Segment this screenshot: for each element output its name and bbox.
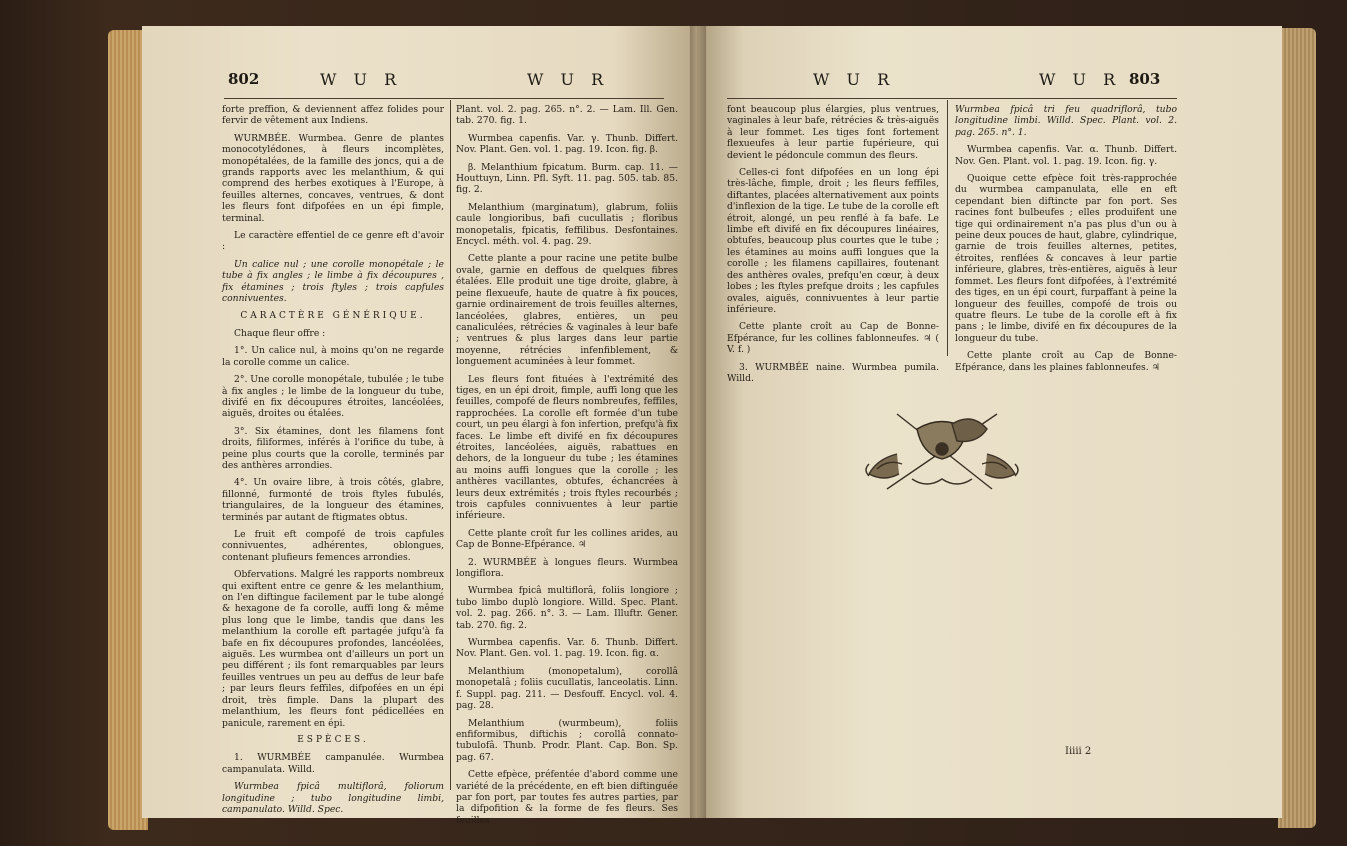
header-rule-right bbox=[727, 98, 1177, 99]
paragraph: Un calice nul ; une corolle monopétale ; le tube à fix angles ; le limbe à fix découpures , fix étamines ; trois ftyles ; trois capfules connivuentes. bbox=[222, 258, 444, 305]
paragraph: Wurmbea capenfis. Var. α. Thunb. Differt. Nov. Gen. Plant. vol. 1. pag. 19. Icon. fig. γ. bbox=[955, 144, 1177, 167]
page-number-right: 803 bbox=[1129, 70, 1161, 88]
paragraph: font beaucoup plus élargies, plus ventrues, vaginales à leur bafe, rétrécies & très-aiguës à leur fommet. Les tiges font fortement flexueufes à leur partie fupérieure, qui devient le pédoncule commun des fleurs. bbox=[727, 104, 939, 161]
running-head-right-1: W U R bbox=[813, 70, 896, 89]
paragraph: Wurmbea fpicâ multiflorâ, foliis longiore ; tubo limbo duplò longiore. Willd. Spec. Plant. vol. 2. pag. 266. n°. 3. — Lam. Illuftr. Gener. tab. 270. fig. 2. bbox=[456, 585, 678, 631]
paragraph: Melanthium (monopetalum), corollâ monopetalâ ; foliis cucullatis, lanceolatis. Linn. f. Suppl. pag. 211. — Desfouff. Encycl. vol. 4. pag. 28. bbox=[456, 665, 678, 712]
paragraph: Cette plante croît au Cap de Bonne-Efpérance, fur les collines fablonneufes. ♃ ( V. f. ) bbox=[727, 321, 939, 356]
paragraph: 1°. Un calice nul, à moins qu'on ne regarde la corolle comme un calice. bbox=[222, 345, 444, 368]
paragraph: 3°. Six étamines, dont les filamens font droits, filiformes, inférés à l'orifice du tube, à peine plus courts que la corolle, terminés par des anthères arrondies. bbox=[222, 425, 444, 471]
paragraph: Celles-ci font difpofées en un long épi très-lâche, fimple, droit ; les fleurs feffiles, diftantes, placées alternativement aux points d'inflexion de la tige. Le tube de la corolle eft étroit, alongé, un peu renflé à fa bafe. Le limbe eft divifé en fix découpures linéaires, obtufes, beaucoup plus courtes que le tube ; les étamines au moins auffi longues que la corolle ; les filamens capillaires, foutenant des anthères ovales, prefqu'en cœur, à deux lobes ; les ftyles prefque droits ; les capfules ovales, aiguës, connivuentes à leur partie inférieure. bbox=[727, 167, 939, 315]
paragraph: Le caractère effentiel de ce genre eft d'avoir : bbox=[222, 230, 444, 253]
column-divider-right bbox=[947, 100, 948, 356]
page-number-left: 802 bbox=[228, 70, 260, 88]
section-heading: CARACTÈRE GÉNÉRIQUE. bbox=[240, 310, 426, 321]
paragraph: Cette efpèce, préfentée d'abord comme une variété de la précédente, en eft bien diftinguée par fon port, par toutes fes autres parties, par la difpofition & la forme de fes fleurs. Ses feuilles bbox=[456, 769, 678, 826]
right-page-column-2 bbox=[955, 104, 1177, 379]
paragraph: Cette plante croît fur les collines arides, au Cap de Bonne-Efpérance. ♃ bbox=[456, 527, 678, 551]
paragraph: β. Melanthium fpicatum. Burm. cap. 11. — Houttuyn, Linn. Pfl. Syft. 11. pag. 505. tab. 85. fig. 2. bbox=[456, 161, 678, 196]
paragraph: Wurmbea fpicâ tri feu quadriflorâ, tubo longitudine limbi. Willd. Spec. Plant. vol. 2. pag. 265. n°. 1. bbox=[955, 104, 1177, 138]
paragraph: Plant. vol. 2. pag. 265. n°. 2. — Lam. Ill. Gen. tab. 270. fig. 1. bbox=[456, 104, 678, 127]
running-head-left-1: W U R bbox=[320, 70, 403, 89]
paragraph: 4°. Un ovaire libre, à trois côtés, glabre, fillonné, furmonté de trois ftyles fubulés, triangulaires, de la longueur des étamines, terminés par autant de ftigmates obtus. bbox=[222, 477, 444, 523]
paragraph: Cette plante croît au Cap de Bonne-Efpérance, dans les plaines fablonneufes. ♃ bbox=[955, 350, 1177, 373]
paragraph: Melanthium (marginatum), glabrum, foliis caule longioribus, bafi cucullatis ; floribus monopetalis, fpicatis, feffilibus. Desfontaines. Encycl. méth. vol. 4. pag. 29. bbox=[456, 201, 678, 248]
left-page-column-2 bbox=[456, 104, 678, 832]
paragraph: Wurmbea fpicâ multiflorâ, foliorum longitudine ; tubo longitudine limbi, campanulato. Willd. Spec. bbox=[222, 781, 444, 815]
paragraph: Le fruit eft compofé de trois capfules connivuentes, adhérentes, oblongues, contenant plufieurs femences arrondies. bbox=[222, 529, 444, 563]
right-page bbox=[697, 26, 1282, 818]
right-page-header bbox=[697, 70, 1282, 94]
paragraph: Obfervations. Malgré les rapports nombreux qui exiftent entre ce genre & les melanthium, on l'en diftingue facilement par le tube alongé & hexagone de fa corolle, auffi long & même plus long que le limbe, tandis que dans les melanthium la corolle eft partagée jufqu'à fa bafe en fix découpures profondes, lancéolées, aiguës. Les wurmbea ont d'ailleurs un port un peu différent ; ils font remarquables par leurs feuilles ventrues un peu au deffus de leur bafe ; par leurs fleurs feffiles, difpofées en un épi droit, très fimple. Dans la plupart des melanthium, les fleurs font pédicellées en panicule, rarement en épi. bbox=[222, 569, 444, 729]
paragraph: 3. WURMBÉE naine. Wurmbea pumila. Willd. bbox=[727, 361, 939, 384]
column-divider-left bbox=[450, 100, 451, 790]
left-page bbox=[142, 26, 697, 826]
paragraph: 2°. Une corolle monopétale, tubulée ; le tube à fix angles ; le limbe de la longueur du tube, divifé en fix découpures étroites, lancéolées, aiguës, droites ou étalées. bbox=[222, 374, 444, 420]
header-rule-left bbox=[224, 98, 664, 99]
paragraph: Les fleurs font fituées à l'extrémité des tiges, en un épi droit, fimple, auffi long que les feuilles, compofé de fleurs nombreufes, feffiles, rapprochées. La corolle eft formée d'un tube court, un peu élargi à fon infertion, prefqu'à fix faces. Le limbe eft divifé en fix découpures étroites, lancéolées, aiguës, rabattues en dehors, de la longueur du tube ; les étamines au moins auffi longues que la corolle ; les anthères vacillantes, obtufes, échancrées à leurs deux extrémités ; trois ftyles recourbés ; trois capfules connivuentes à leur partie inférieure. bbox=[456, 373, 678, 522]
paragraph: forte preffion, & deviennent affez folides pour fervir de vêtement aux Indiens. bbox=[222, 104, 444, 127]
running-head-right-2: W U R bbox=[1039, 70, 1122, 89]
paragraph: Chaque fleur offre : bbox=[234, 327, 326, 339]
paragraph: 2. WURMBÉE à longues fleurs. Wurmbea longiflora. bbox=[456, 556, 678, 580]
paragraph: Cette plante a pour racine une petite bulbe ovale, garnie en deffous de quelques fibres étalées. Elle produit une tige droite, glabre, à peine flexueufe, haute de quatre à fix pouces, garnie ordinairement de trois feuilles alternes, lancéolées, glabres, entières, un peu canaliculées, rétrécies & vaginales à leur bafe ; ventrues & plus larges dans leur partie moyenne, rétrécies infenfiblement, & longuement acuminées à leur fommet. bbox=[456, 253, 678, 368]
paragraph: Melanthium (wurmbeum), foliis enfiformibus, diftichis ; corollâ connato-tubulofâ. Thunb. Prodr. Plant. Cap. Bon. Sp. pag. 67. bbox=[456, 717, 678, 763]
paragraph: Wurmbea capenfis. Var. δ. Thunb. Differt. Nov. Plant. Gen. vol. 1. pag. 19. Icon. fig. α. bbox=[456, 637, 678, 660]
page-edges-right bbox=[1278, 28, 1316, 828]
paragraph: 1. WURMBÉE campanulée. Wurmbea campanulata. Willd. bbox=[222, 752, 444, 775]
running-head-left-2: W U R bbox=[527, 70, 610, 89]
signature-mark: Iiiii 2 bbox=[1065, 746, 1092, 757]
right-page-column-1 bbox=[727, 104, 939, 390]
book-gutter bbox=[690, 26, 706, 818]
paragraph: Quoique cette efpèce foit très-rapprochée du wurmbea campanulata, elle en eft cependant bien diftincte par fon port. Ses racines font bulbeufes ; elles produifent une tige qui ordinairement n'a pas plus d'un ou à peine deux pouces de haut, glabre, cylindrique, garnie de trois feuilles alternes, petites, étroites, renflées & concaves à leur partie inférieure, glabres, très-entières, aiguës à leur fommet. Les fleurs font difpofées, à l'extrémité des tiges, en un épi court, furpaffant à peine la longueur des feuilles, compofé de trois ou quatre fleurs. Le tube de la corolle eft à fix pans ; le limbe, divifé en fix découpures de la longueur du tube. bbox=[955, 173, 1177, 344]
paragraph: WURMBÉE. Wurmbea. Genre de plantes monocotylédones, à fleurs incomplètes, monopétalées, de la famille des joncs, qui a de grands rapports avec les melanthium, & qui comprend des herbes exotiques à l'Europe, à feuilles alternes, concaves, ventrues, & dont les fleurs font difpofées en un épi fimple, terminal. bbox=[222, 132, 444, 224]
left-page-header bbox=[142, 70, 697, 94]
floral-trophy-vignette-icon bbox=[857, 394, 1027, 504]
section-heading: ESPÈCES. bbox=[297, 734, 369, 745]
left-page-column-1 bbox=[222, 104, 444, 821]
paragraph: Wurmbea capenfis. Var. γ. Thunb. Differt. Nov. Plant. Gen. vol. 1. pag. 19. Icon. fig. β. bbox=[456, 132, 678, 156]
